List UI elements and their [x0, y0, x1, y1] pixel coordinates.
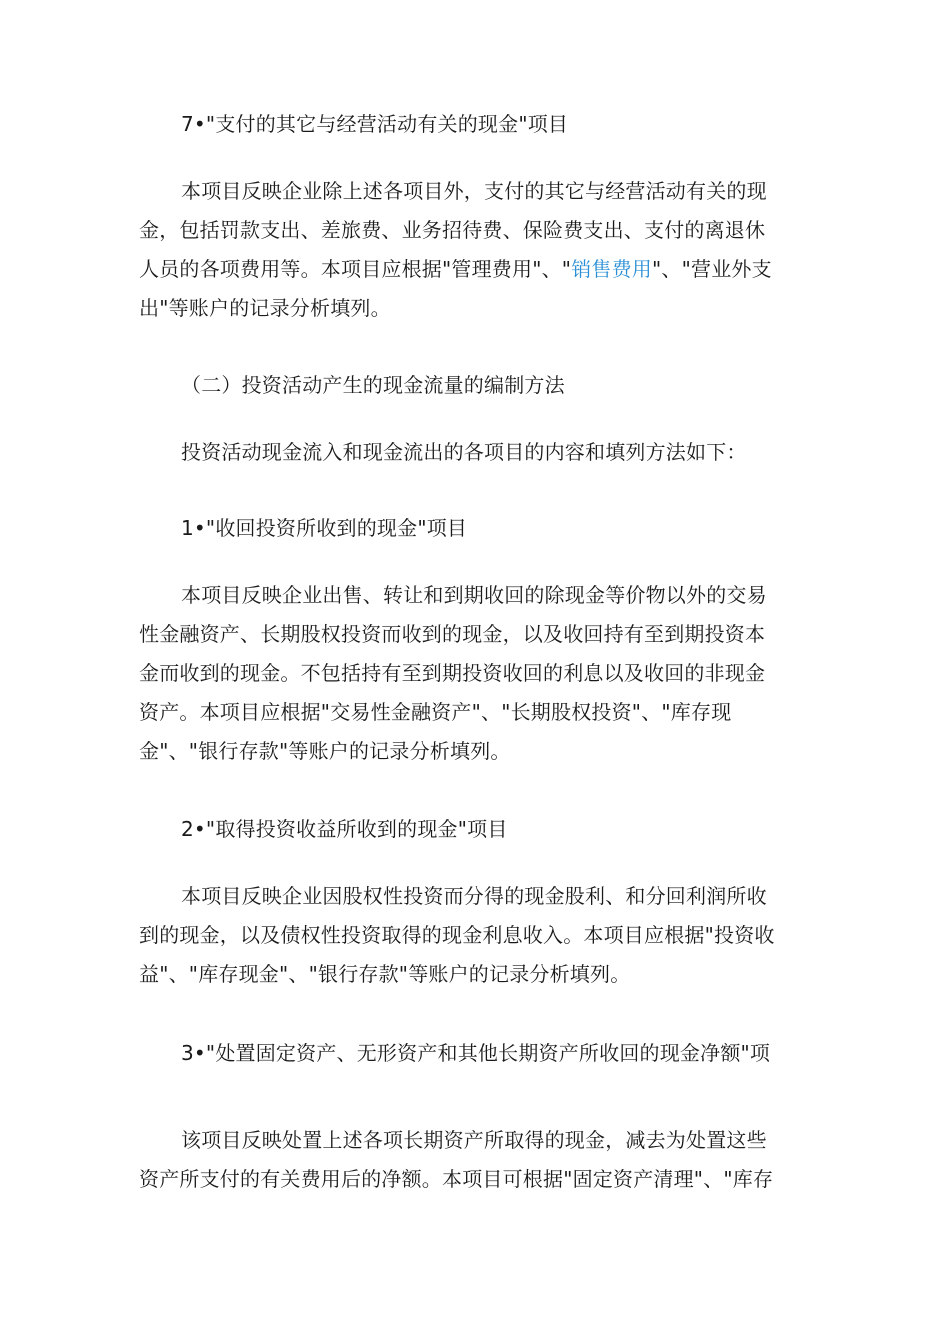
item-7-line-3-text-b: "、"营业外支: [652, 257, 772, 281]
section-2-title: （二）投资活动产生的现金流量的编制方法: [181, 373, 565, 397]
item-1-line-2: 性金融资产、长期股权投资而收到的现金，以及收回持有至到期投资本: [139, 622, 766, 646]
sales-expense-link[interactable]: 销售费用: [571, 257, 653, 281]
item-7-line-1: 本项目反映企业除上述各项目外，支付的其它与经营活动有关的现: [181, 179, 767, 203]
item-2-line-3: 益"、"库存现金"、"银行存款"等账户的记录分析填列。: [139, 962, 631, 986]
section-2-intro: 投资活动现金流入和现金流出的各项目的内容和填列方法如下：: [181, 440, 747, 464]
item-1-line-3: 金而收到的现金。不包括持有至到期投资收回的利息以及收回的非现金: [139, 661, 766, 685]
item-3-heading: 3•"处置固定资产、无形资产和其他长期资产所收回的现金净额"项: [181, 1041, 771, 1065]
item-7-line-3-text-a: 人员的各项费用等。本项目应根据"管理费用"、": [139, 257, 572, 281]
item-3-line-1: 该项目反映处置上述各项长期资产所取得的现金，减去为处置这些: [181, 1128, 767, 1152]
item-1-line-5: 金"、"银行存款"等账户的记录分析填列。: [139, 739, 511, 763]
item-1-heading: 1•"收回投资所收到的现金"项目: [181, 516, 468, 540]
item-7-line-2: 金，包括罚款支出、差旅费、业务招待费、保险费支出、支付的离退休: [139, 218, 766, 242]
item-7-heading: 7•"支付的其它与经营活动有关的现金"项目: [181, 112, 569, 136]
item-1-line-4: 资产。本项目应根据"交易性金融资产"、"长期股权投资"、"库存现: [139, 700, 732, 724]
item-7-line-4: 出"等账户的记录分析填列。: [139, 296, 391, 320]
item-3-line-2: 资产所支付的有关费用后的净额。本项目可根据"固定资产清理"、"库存: [139, 1167, 774, 1191]
item-2-heading: 2•"取得投资收益所收到的现金"项目: [181, 817, 508, 841]
item-7-line-3: [139, 257, 772, 281]
item-1-line-1: 本项目反映企业出售、转让和到期收回的除现金等价物以外的交易: [181, 583, 767, 607]
item-2-line-1: 本项目反映企业因股权性投资而分得的现金股利、和分回利润所收: [181, 884, 767, 908]
item-2-line-2: 到的现金，以及债权性投资取得的现金利息收入。本项目应根据"投资收: [139, 923, 775, 947]
